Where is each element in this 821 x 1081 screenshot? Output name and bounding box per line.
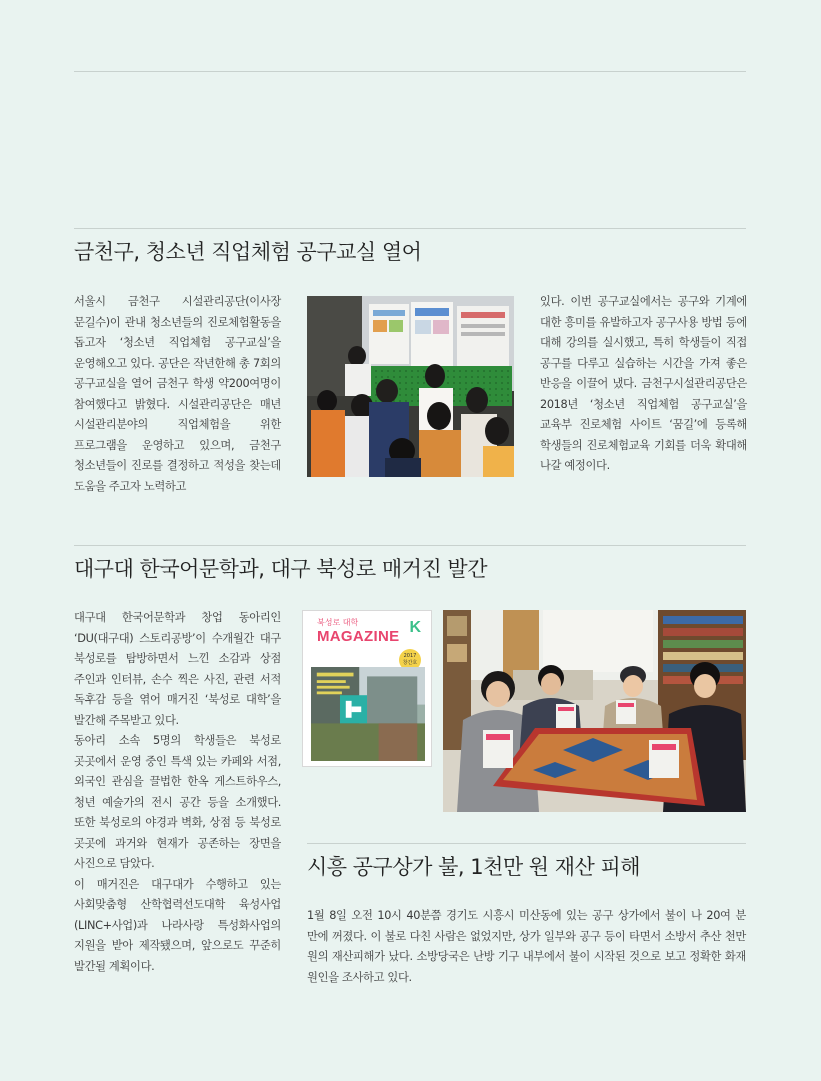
top-divider: [74, 71, 746, 72]
tool-class-photo: [307, 296, 514, 477]
magazine-badge-issue: 창간호: [402, 660, 418, 666]
article-2-paragraph: 동아리 소속 5명의 학생들은 북성로 곳곳에서 운영 중인 특색 있는 카페와 서점, 외국인 관심을 끌법한 한옥 게스트하우스, 청년 예술가의 전시 공간 등을 소개했다. 또한 북성로의 야경과 벽화, 상점 등 북성로 곳곳에 과거와 현재가 공존하는 장면을 사진으로 담았다.: [74, 734, 281, 870]
article-2-body: [74, 608, 281, 977]
students-photo: [443, 610, 746, 812]
magazine-logo-mark: K: [409, 619, 421, 636]
article-1-divider: [74, 228, 746, 229]
article-2-title: 대구대 한국어문학과, 대구 북성로 매거진 발간: [74, 557, 487, 581]
magazine-kicker: 북성로 대학: [317, 618, 359, 627]
article-1-column-2: 있다. 이번 공구교실에서는 공구와 기계에 대한 흥미를 유발하고자 공구사용 방법 등에 대해 강의를 실시했고, 특히 학생들이 직접 공구를 다루고 실습하는 시간을 가져 좋은 반응을 이끌어 냈다. 금천구시설관리공단은 2018년 ‘청소년 직업체험 공구교실’을 교육부 진로체험 사이트 ‘꿈길’에 등록해 학생들의 진로체험교육 기회를 더욱 확대해 나갈 예정이다.: [540, 295, 747, 472]
article-2-paragraph: 이 매거진은 대구대가 수행하고 있는 사회맞춤형 산학협력선도대학 육성사업(LINC+사업)과 나라사랑 특성화사업의 지원을 받아 제작됐으며, 앞으로도 꾸준히 발간될 계획이다.: [74, 877, 281, 973]
magazine-cover: [302, 610, 432, 767]
article-3-title: 시흥 공구상가 불, 1천만 원 재산 피해: [307, 855, 641, 879]
article-2-paragraph: 대구대 한국어문학과 창업 동아리인 ‘DU(대구대) 스토리공방’이 수개월간 대구 북성로를 탐방하면서 느낀 소감과 상점 주인과 인터뷰, 손수 찍은 사진, 관련 서적 독후감 등을 엮어 매거진 ‘북성로 대학’을 발간해 주목받고 있다.: [74, 611, 281, 727]
magazine-name: MAGAZINE: [317, 628, 400, 645]
article-1-title: 금천구, 청소년 직업체험 공구교실 열어: [74, 240, 422, 264]
magazine-cover-photo: [311, 667, 425, 761]
article-3-divider: [307, 843, 746, 844]
article-2-divider: [74, 545, 746, 546]
magazine-badge-year: 2017: [403, 653, 417, 659]
article-3-body: 1월 8일 오전 10시 40분쯤 경기도 시흥시 미산동에 있는 공구 상가에서 불이 나 20여 분 만에 꺼졌다. 이 불로 다친 사람은 없었지만, 상가 일부와 공구 등이 타면서 소방서 추산 천만 원의 재산피해가 났다. 소방당국은 난방 기구 내부에서 불이 시작된 것으로 보고 정확한 화재 원인을 조사하고 있다.: [307, 909, 746, 984]
article-1-column-1: 서울시 금천구 시설관리공단(이사장 문길수)이 관내 청소년들의 진로체험활동을 돕고자 ‘청소년 직업체험 공구교실’을 운영해오고 있다. 공단은 작년한해 총 7회의 공구교실을 열어 금천구 학생 약200여명이 참여했다고 밝혔다. 시설관리공단은 매년 시설관리분야의 직업체험을 위한 프로그램을 운영하고 있으며, 금천구 청소년들이 진로를 결정하고 적성을 찾는데 도움을 주고자 노력하고: [74, 295, 281, 493]
